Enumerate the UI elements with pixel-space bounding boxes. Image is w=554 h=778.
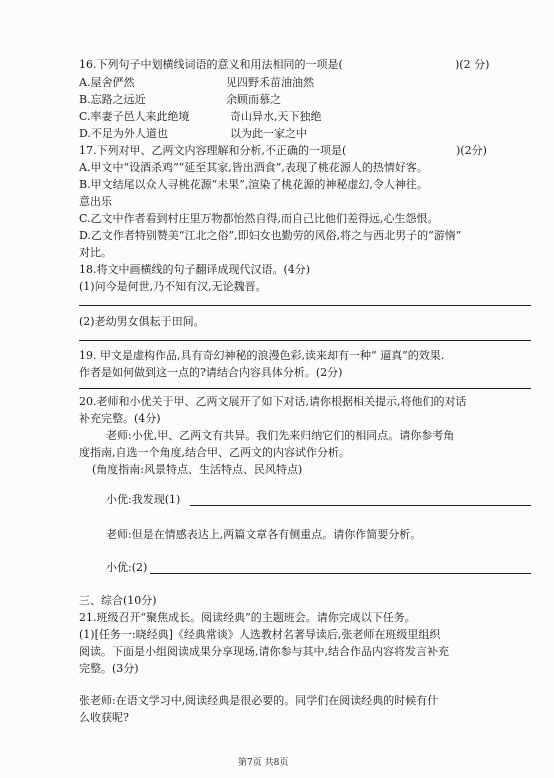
q16-option-d-right: 以为此一家之中: [230, 127, 307, 140]
q20-angle-guide: (角度指南:风景特点、生活特点、民风特点): [92, 463, 303, 476]
q17-option-a: A.甲文中“设酒杀鸡”“延至其家,皆出酒食”,表现了桃花源人的热情好客。: [79, 161, 428, 174]
q17-option-b: B.甲文结尾以众人寻桃花源“未果”,渲染了桃花源的神秘虚幻,令人神往。: [79, 178, 428, 191]
q20-line-2: 补充完整。(4分): [79, 412, 161, 425]
answer-line-q18-1: [79, 305, 531, 306]
answer-line-q18-2: [79, 340, 531, 341]
q21-task1-line-1: (1)[任务一:晓经典]《经典常谈》人选教材名著导读后,张老师在班级里组织: [79, 628, 441, 641]
q21-task1-line-3: 完整。(3分): [79, 662, 139, 675]
q20-teacher-2: 老师:但是在情感表达上,两篇文章各有侧重点。请你作简要分析。: [106, 528, 422, 541]
q16-option-d-left: D.不足为外人道也: [79, 127, 168, 140]
q20-line-1: 20.老师和小优关于甲、乙两文展开了如下对话,请你根据相关提示,将他们的对话: [79, 395, 467, 408]
answer-line-q19: [79, 388, 531, 389]
q21-teacher-zhang-1: 张老师:在语文学习中,阅读经典是很必要的。同学们在阅读经典的时候有什: [79, 694, 439, 707]
q16-stem: 16.下列句子中划横线词语的意义和用法相同的一项是(: [79, 58, 343, 71]
q16-stem-end: )(2 分): [455, 58, 490, 71]
q19-line-2: 作者是如何做到这一点的?请结合内容具体分析。(2分): [79, 366, 343, 379]
q21-teacher-zhang-2: 么收获呢?: [79, 711, 129, 724]
section-3-title: 三、综合(10分): [79, 594, 157, 607]
answer-line-q20-2: [150, 573, 531, 574]
q17-option-c: C.乙文中作者看到村庄里万物都怡然自得,而自己比他们差得远,心生怨恨。: [79, 212, 439, 225]
q18-sentence-2: (2)老幼男女俱耘于田间。: [79, 315, 205, 328]
q17-stem-end: )(2分): [456, 144, 487, 157]
q17-stem: 17.下列对甲、乙两文内容理解和分析,不正确的一项是(: [79, 144, 347, 157]
q21-task1-line-2: 阅读。下面是小组阅读成果分享现场,请你参与其中,结合作品内容将发言补充: [79, 645, 449, 658]
q16-option-b-right: 余顾而慕之: [226, 93, 281, 106]
q16-option-a-right: 见四野禾苗油油然: [226, 76, 314, 89]
q19-line-1: 19. 甲文是虚构作品,具有奇幻神秘的浪漫色彩,读来却有一种“ 逼真”的效果.: [79, 349, 445, 362]
q20-teacher-1-cont: 度指南,自选一个角度,结合甲、乙两文的内容试作分析。: [79, 446, 350, 459]
q17-option-b-cont: 意出乐: [79, 195, 112, 208]
q16-option-b-left: B.忘路之远近: [79, 93, 146, 106]
q16-option-c-right: 奇山异水,天下独绝: [230, 110, 322, 123]
answer-line-q20-1: [190, 505, 531, 506]
q20-student-2: 小优:(2): [106, 561, 148, 574]
q20-teacher-1: 老师:小优,甲、乙两文有共异。我们先来归纳它们的相同点。请你参考角: [106, 429, 455, 442]
q16-option-c-left: C.率妻子邑人来此绝境: [79, 110, 190, 123]
q20-student-1: 小优:我发现(1): [106, 493, 181, 506]
q16-option-a-left: A.屋舍俨然: [79, 76, 135, 89]
page-number: 第7页 共8页: [238, 758, 289, 768]
q17-option-d: D.乙文作者特别赞美“江北之俗”,即妇女也勤劳的风俗,将之与西北男子的“游惰”: [79, 229, 462, 242]
q18-sentence-1: (1)问今是何世,乃不知有汉,无论魏晋。: [79, 280, 267, 293]
q21-stem: 21.班级召开“聚焦成长。阅读经典”的主题班会。请你完成以下任务。: [79, 611, 416, 624]
q18-stem: 18.将文中画横线的句子翻译成现代汉语。(4分): [79, 263, 311, 276]
q17-option-d-cont: 对比。: [79, 246, 112, 259]
